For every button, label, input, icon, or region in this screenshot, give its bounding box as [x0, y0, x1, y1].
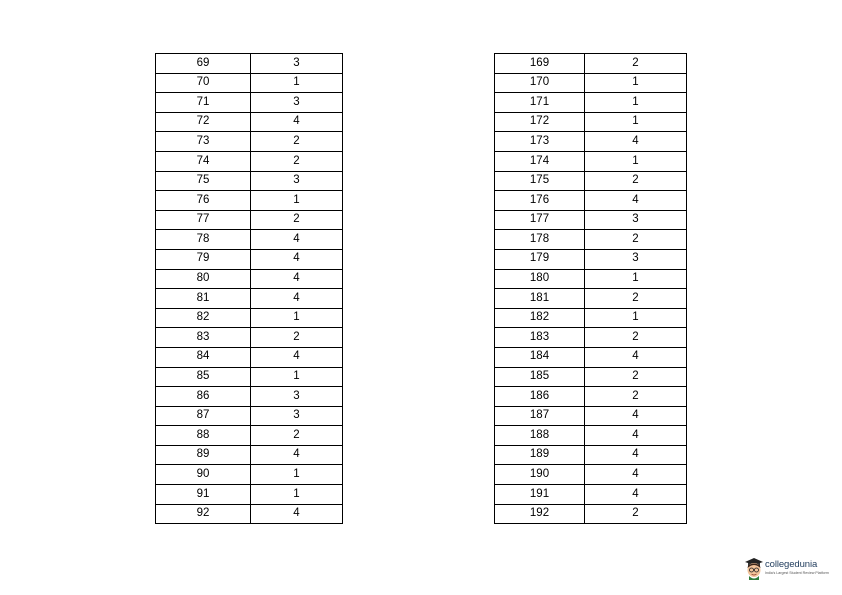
answer-option-cell: 2 — [585, 289, 687, 309]
question-number-cell: 75 — [156, 171, 251, 191]
question-number-cell: 84 — [156, 347, 251, 367]
answer-table-left-body — [156, 54, 343, 524]
answer-option-cell: 2 — [251, 151, 343, 171]
table-row — [156, 328, 343, 348]
question-number-cell: 82 — [156, 308, 251, 328]
question-number-cell: 85 — [156, 367, 251, 387]
answer-table-right — [494, 53, 687, 524]
table-row — [495, 132, 687, 152]
answer-option-cell: 4 — [585, 347, 687, 367]
answer-option-cell: 2 — [251, 426, 343, 446]
question-number-cell: 91 — [156, 485, 251, 505]
question-number-cell: 172 — [495, 112, 585, 132]
question-number-cell: 186 — [495, 387, 585, 407]
question-number-cell: 171 — [495, 93, 585, 113]
answer-table-left — [155, 53, 343, 524]
question-number-cell: 71 — [156, 93, 251, 113]
table-row — [156, 191, 343, 211]
table-row — [156, 289, 343, 309]
table-row — [156, 406, 343, 426]
table-row — [156, 367, 343, 387]
question-number-cell: 183 — [495, 328, 585, 348]
answer-option-cell: 1 — [585, 269, 687, 289]
table-row — [156, 151, 343, 171]
question-number-cell: 80 — [156, 269, 251, 289]
answer-option-cell: 4 — [585, 485, 687, 505]
answer-option-cell: 4 — [585, 445, 687, 465]
table-row — [495, 328, 687, 348]
table-row — [156, 504, 343, 524]
answer-option-cell: 2 — [585, 504, 687, 524]
table-row — [156, 54, 343, 74]
table-row — [156, 230, 343, 250]
table-row — [156, 73, 343, 93]
table-row — [156, 112, 343, 132]
question-number-cell: 79 — [156, 249, 251, 269]
question-number-cell: 190 — [495, 465, 585, 485]
table-row — [495, 171, 687, 191]
question-number-cell: 72 — [156, 112, 251, 132]
question-number-cell: 175 — [495, 171, 585, 191]
answer-option-cell: 3 — [251, 387, 343, 407]
question-number-cell: 185 — [495, 367, 585, 387]
answer-option-cell: 1 — [585, 93, 687, 113]
question-number-cell: 89 — [156, 445, 251, 465]
answer-option-cell: 2 — [585, 230, 687, 250]
question-number-cell: 179 — [495, 249, 585, 269]
answer-option-cell: 1 — [251, 308, 343, 328]
answer-option-cell: 4 — [585, 132, 687, 152]
table-row — [156, 485, 343, 505]
answer-option-cell: 2 — [585, 171, 687, 191]
answer-option-cell: 3 — [585, 249, 687, 269]
table-row — [495, 191, 687, 211]
table-row — [495, 151, 687, 171]
answer-option-cell: 4 — [251, 230, 343, 250]
table-row — [156, 465, 343, 485]
question-number-cell: 173 — [495, 132, 585, 152]
table-row — [495, 426, 687, 446]
student-mascot-icon — [744, 556, 764, 580]
question-number-cell: 184 — [495, 347, 585, 367]
answer-option-cell: 1 — [251, 367, 343, 387]
answer-option-cell: 4 — [585, 465, 687, 485]
answer-option-cell: 3 — [251, 93, 343, 113]
answer-option-cell: 1 — [585, 308, 687, 328]
answer-option-cell: 4 — [251, 112, 343, 132]
table-row — [495, 504, 687, 524]
answer-option-cell: 4 — [251, 269, 343, 289]
answer-option-cell: 4 — [585, 406, 687, 426]
question-number-cell: 87 — [156, 406, 251, 426]
table-row — [495, 347, 687, 367]
question-number-cell: 70 — [156, 73, 251, 93]
question-number-cell: 180 — [495, 269, 585, 289]
question-number-cell: 177 — [495, 210, 585, 230]
answer-option-cell: 4 — [251, 289, 343, 309]
question-number-cell: 81 — [156, 289, 251, 309]
table-row — [495, 465, 687, 485]
collegedunia-logo — [744, 556, 834, 582]
answer-option-cell: 2 — [585, 328, 687, 348]
answer-option-cell: 2 — [251, 328, 343, 348]
table-row — [495, 112, 687, 132]
question-number-cell: 181 — [495, 289, 585, 309]
table-row — [495, 308, 687, 328]
answer-option-cell: 1 — [585, 112, 687, 132]
answer-option-cell: 3 — [251, 171, 343, 191]
question-number-cell: 189 — [495, 445, 585, 465]
answer-option-cell: 2 — [251, 210, 343, 230]
answer-option-cell: 1 — [251, 485, 343, 505]
table-row — [495, 54, 687, 74]
answer-option-cell: 1 — [585, 151, 687, 171]
answer-option-cell: 3 — [251, 406, 343, 426]
answer-option-cell: 4 — [251, 504, 343, 524]
table-row — [156, 347, 343, 367]
table-row — [495, 210, 687, 230]
answer-option-cell: 1 — [251, 465, 343, 485]
answer-option-cell: 4 — [585, 426, 687, 446]
table-row — [495, 73, 687, 93]
table-row — [156, 426, 343, 446]
table-row — [156, 249, 343, 269]
question-number-cell: 92 — [156, 504, 251, 524]
question-number-cell: 76 — [156, 191, 251, 211]
question-number-cell: 187 — [495, 406, 585, 426]
answer-option-cell: 4 — [251, 347, 343, 367]
table-row — [156, 269, 343, 289]
table-row — [156, 210, 343, 230]
question-number-cell: 77 — [156, 210, 251, 230]
answer-option-cell: 1 — [585, 73, 687, 93]
table-row — [495, 445, 687, 465]
table-row — [495, 249, 687, 269]
answer-option-cell: 1 — [251, 191, 343, 211]
answer-option-cell: 4 — [585, 191, 687, 211]
question-number-cell: 73 — [156, 132, 251, 152]
answer-option-cell: 2 — [585, 367, 687, 387]
table-row — [156, 93, 343, 113]
table-row — [495, 485, 687, 505]
answer-option-cell: 2 — [251, 132, 343, 152]
answer-option-cell: 2 — [585, 387, 687, 407]
answer-option-cell: 2 — [585, 54, 687, 74]
question-number-cell: 178 — [495, 230, 585, 250]
table-row — [495, 93, 687, 113]
question-number-cell: 86 — [156, 387, 251, 407]
question-number-cell: 83 — [156, 328, 251, 348]
answer-option-cell: 4 — [251, 249, 343, 269]
table-row — [156, 132, 343, 152]
question-number-cell: 69 — [156, 54, 251, 74]
answer-option-cell: 1 — [251, 73, 343, 93]
question-number-cell: 174 — [495, 151, 585, 171]
table-row — [156, 171, 343, 191]
table-row — [495, 367, 687, 387]
question-number-cell: 192 — [495, 504, 585, 524]
answer-option-cell: 4 — [251, 445, 343, 465]
answer-option-cell: 3 — [585, 210, 687, 230]
table-row — [495, 387, 687, 407]
answer-table-right-body — [495, 54, 687, 524]
question-number-cell: 88 — [156, 426, 251, 446]
question-number-cell: 170 — [495, 73, 585, 93]
logo-tagline: India's Largest Student Review Platform — [765, 571, 829, 575]
table-row — [495, 230, 687, 250]
question-number-cell: 90 — [156, 465, 251, 485]
table-row — [495, 269, 687, 289]
question-number-cell: 188 — [495, 426, 585, 446]
table-row — [495, 406, 687, 426]
table-row — [156, 308, 343, 328]
question-number-cell: 182 — [495, 308, 585, 328]
question-number-cell: 176 — [495, 191, 585, 211]
table-row — [156, 445, 343, 465]
table-row — [495, 289, 687, 309]
question-number-cell: 78 — [156, 230, 251, 250]
question-number-cell: 191 — [495, 485, 585, 505]
logo-brand-text: collegedunia — [765, 559, 818, 570]
question-number-cell: 74 — [156, 151, 251, 171]
answer-option-cell: 3 — [251, 54, 343, 74]
table-row — [156, 387, 343, 407]
question-number-cell: 169 — [495, 54, 585, 74]
